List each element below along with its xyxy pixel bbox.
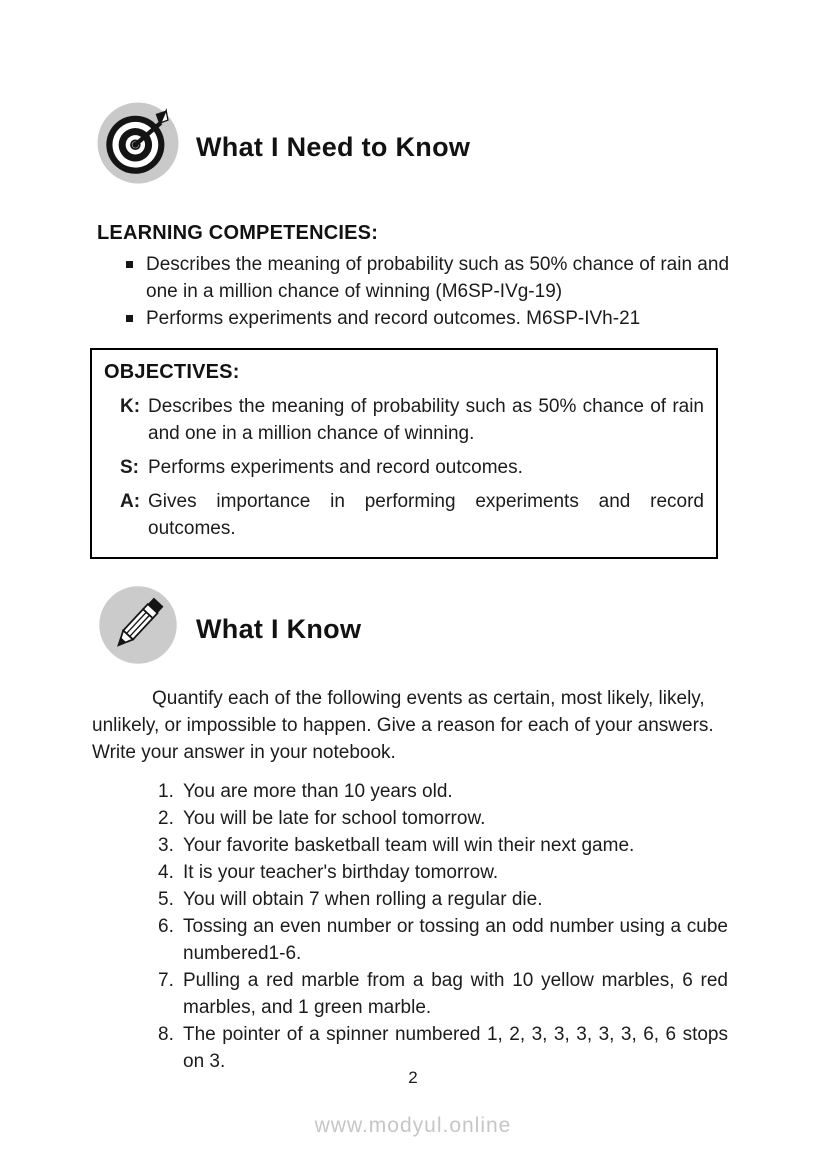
quiz-item (158, 805, 730, 832)
quiz-item-text: You will obtain 7 when rolling a regular die. (183, 889, 543, 910)
quiz-item-text: It is your teacher's birthday tomorrow. (183, 862, 499, 883)
section-header-what-i-need-to-know (94, 99, 730, 195)
quiz-item (158, 832, 730, 859)
objectives-box (90, 348, 718, 559)
competency-item: Describes the meaning of probability such as 50% chance of rain and one in a million chance of winning (M6SP-IVg-19) (126, 251, 730, 305)
objective-text: Gives importance in performing experiments and record outcomes. (148, 491, 704, 539)
target-dartboard-icon (94, 99, 182, 195)
objective-label: A: (120, 491, 141, 512)
learning-competencies-block (90, 220, 730, 332)
quiz-item (158, 778, 730, 805)
competencies-list (90, 251, 730, 332)
quiz-item-text: You will be late for school tomorrow. (183, 808, 486, 829)
competency-item: Performs experiments and record outcomes. M6SP-IVh-21 (126, 305, 730, 332)
section-title: What I Need to Know (196, 131, 471, 162)
objectives-heading: OBJECTIVES: (104, 361, 240, 383)
quiz-item-number: 7. (158, 970, 174, 991)
quiz-item (158, 859, 730, 886)
section-header-what-i-know (94, 581, 730, 677)
quiz-item-text: Pulling a red marble from a bag with 10 yellow marbles, 6 red marbles, and 1 green marble. (183, 970, 728, 1018)
quiz-item-number: 6. (158, 916, 174, 937)
objective-text: Performs experiments and record outcomes. (148, 457, 523, 478)
square-bullet-icon (126, 315, 133, 322)
quiz-item-number: 2. (158, 808, 174, 829)
quiz-item-text: Tossing an even number or tossing an odd number using a cube numbered1-6. (183, 916, 728, 964)
quiz-item-number: 1. (158, 781, 174, 802)
learning-competencies-heading: LEARNING COMPETENCIES: (97, 222, 379, 244)
square-bullet-icon (126, 261, 133, 268)
pencil-icon (94, 581, 182, 677)
objectives-list (103, 393, 704, 542)
objective-item (120, 393, 704, 447)
quiz-item-text: The pointer of a spinner numbered 1, 2, 3, 3, 3, 3, 3, 6, 6 stops on 3. (183, 1024, 728, 1072)
page-content (90, 99, 730, 1075)
quiz-item (158, 967, 730, 1021)
objective-item (120, 454, 704, 481)
quiz-item-number: 8. (158, 1024, 174, 1045)
watermark-url: www.modyul.online (314, 1114, 512, 1137)
page-number: 2 (408, 1068, 418, 1087)
quiz-item (158, 886, 730, 913)
quiz-item-text: You are more than 10 years old. (183, 781, 453, 802)
objective-label: S: (120, 457, 139, 478)
objective-text: Describes the meaning of probability such as 50% chance of rain and one in a million chance of winning. (148, 396, 704, 444)
objective-label: K: (120, 396, 141, 417)
section-title: What I Know (196, 613, 362, 644)
quiz-item-number: 3. (158, 835, 174, 856)
quiz-item (158, 913, 730, 967)
instructions-paragraph: Quantify each of the following events as certain, most likely, likely, unlikely, or impossible to happen. Give a reason for each of your answers. Write your answer in your notebook. (92, 688, 714, 763)
quiz-item-number: 4. (158, 862, 174, 883)
objective-item (120, 488, 704, 542)
quiz-list (90, 778, 730, 1075)
quiz-item-text: Your favorite basketball team will win their next game. (183, 835, 635, 856)
quiz-item-number: 5. (158, 889, 174, 910)
